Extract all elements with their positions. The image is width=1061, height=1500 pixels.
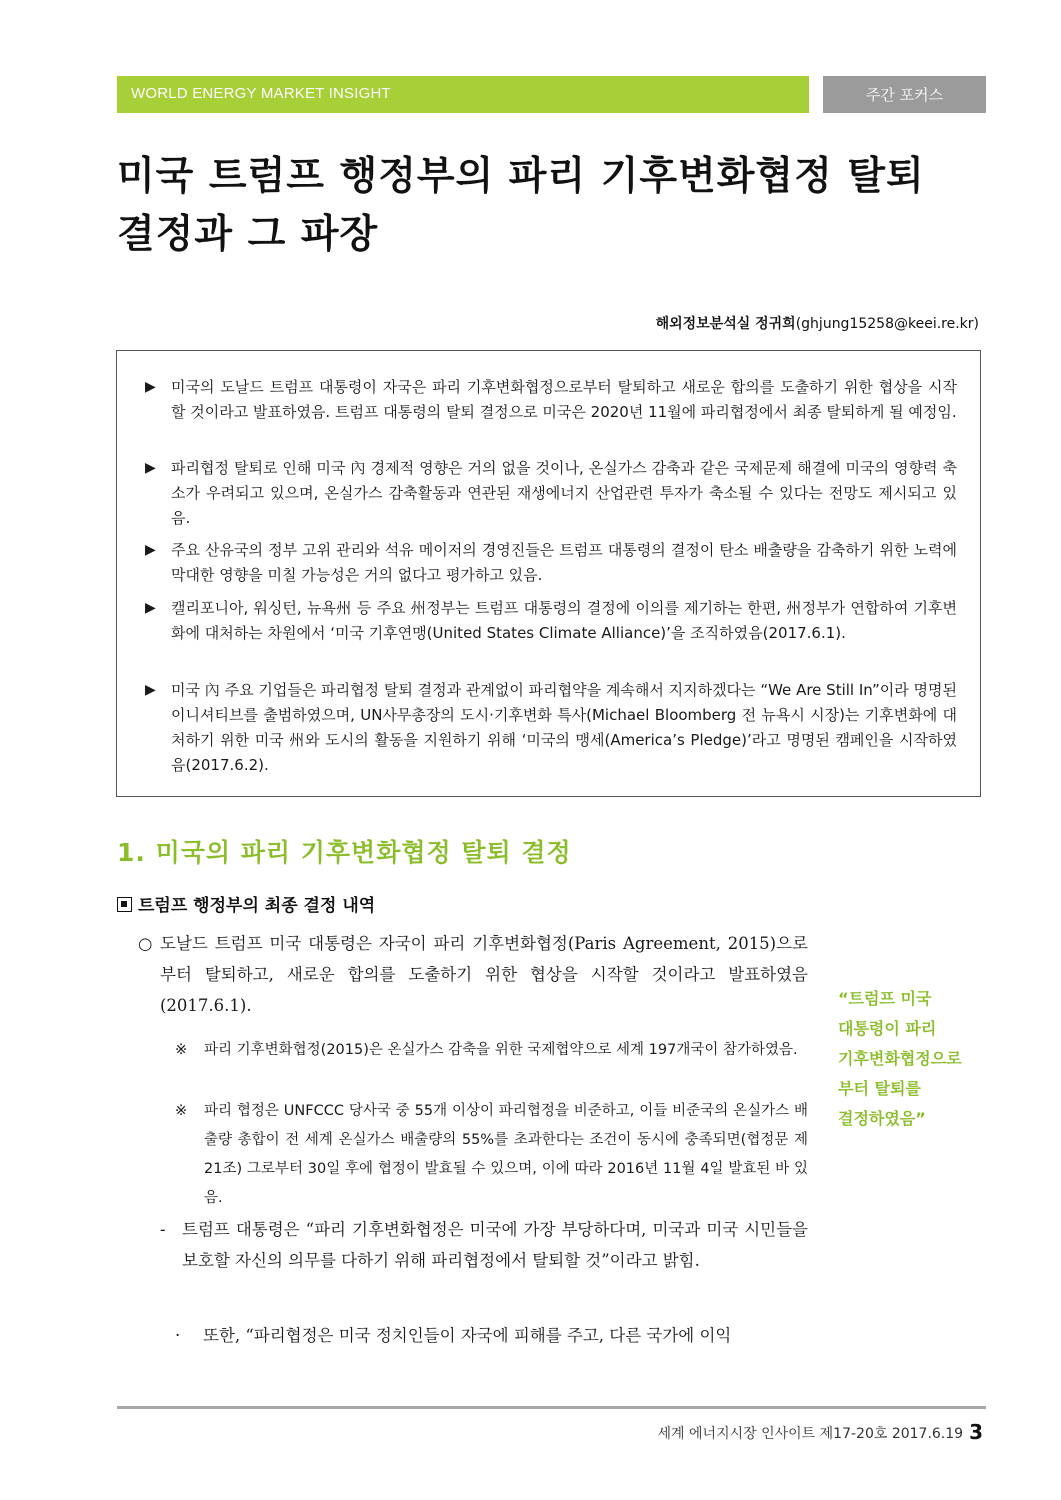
summary-item-text: 미국의 도날드 트럼프 대통령이 자국은 파리 기후변화협정으로부터 탈퇴하고 새로운 합의를 도출하기 위한 협상을 시작할 것이라고 발표하였음. 트럼프 대통령의 탈퇴 결정으로 미국은 2020년 11월에 파리협정에서 최종 탈퇴하게 될 예정임.: [171, 378, 957, 421]
reference-mark-icon: ※: [175, 1042, 188, 1058]
pull-quote-line: 부터 탈퇴를: [838, 1079, 921, 1098]
pull-quote-line: “트럼프 미국: [838, 989, 932, 1008]
page-title-line2: 결정과 그 파장: [117, 212, 379, 257]
summary-item: [145, 678, 957, 778]
summary-item: [145, 596, 957, 646]
note-paragraph-text: 파리 기후변화협정(2015)은 온실가스 감축을 위한 국제협약으로 세계 197개국이 참가하였음.: [204, 1042, 798, 1058]
triangle-bullet-icon: ▶: [145, 542, 156, 558]
pull-quote-line: 결정하였음”: [838, 1109, 926, 1128]
page-title-line1: 미국 트럼프 행정부의 파리 기후변화협정 탈퇴: [117, 154, 925, 199]
note-paragraph: [175, 1097, 808, 1213]
summary-item-text: 미국 內 주요 기업들은 파리협정 탈퇴 결정과 관계없이 파리협약을 계속해서 지지하겠다는 “We Are Still In”이라 명명된 이니셔티브를 출범하였으며, UN사무총장의 도시·기후변화 특사(Michael Bloomberg 전 뉴욕시 시장)는 기후변화에 대처하기 위한 미국 州와 도시의 활동을 지원하기 위해 ‘미국의 맹세(America’s Pledge)’라고 명명된 캠페인을 시작하였음(2017.6.2).: [171, 681, 957, 774]
note-paragraph-text: 파리 협정은 UNFCCC 당사국 중 55개 이상이 파리협정을 비준하고, 이들 비준국의 온실가스 배출량 총합이 전 세계 온실가스 배출량의 55%를 초과한다는 조건이 동시에 충족되면(협정문 제21조) 그로부터 30일 후에 협정이 발효될 수 있으며, 이에 따라 2016년 11월 4일 발효된 바 있음.: [204, 1103, 808, 1206]
dot-bullet-icon: ·: [175, 1326, 181, 1345]
summary-item-text: 캘리포니아, 워싱턴, 뉴욕州 등 주요 州정부는 트럼프 대통령의 결정에 이의를 제기하는 한편, 州정부가 연합하여 기후변화에 대처하는 차원에서 ‘미국 기후연맹(United States Climate Alliance)’을 조직하였음(2017.6.1).: [171, 599, 957, 642]
summary-item: [145, 456, 957, 531]
page-title: [117, 148, 997, 264]
header-category-tag: [823, 76, 986, 113]
header-series-bar: [117, 76, 809, 113]
body-paragraph: [175, 1320, 808, 1351]
circle-bullet-icon: ○: [138, 934, 153, 953]
sub-heading: [117, 891, 375, 916]
header-series-label: WORLD ENERGY MARKET INSIGHT: [131, 85, 391, 102]
footer: [658, 1420, 983, 1444]
header-category-label: 주간 포커스: [865, 86, 944, 104]
sub-heading-text: 트럼프 행정부의 최종 결정 내역: [138, 896, 376, 916]
body-paragraph: [138, 928, 808, 1021]
pull-quote-line: 기후변화협정으로: [838, 1049, 962, 1068]
side-pull-quote: [838, 984, 978, 1134]
section-title: 1. 미국의 파리 기후변화협정 탈퇴 결정: [117, 838, 572, 867]
body-paragraph: [160, 1214, 808, 1276]
summary-item-text: 파리협정 탈퇴로 인해 미국 內 경제적 영향은 거의 없을 것이나, 온실가스 감축과 같은 국제문제 해결에 미국의 영향력 축소가 우려되고 있으며, 온실가스 감축활동과 연관된 재생에너지 산업관련 투자가 축소될 수 있다는 전망도 제시되고 있음.: [171, 459, 957, 527]
reference-mark-icon: ※: [175, 1103, 188, 1119]
triangle-bullet-icon: ▶: [145, 600, 156, 616]
author-email: (ghjung15258@keei.re.kr): [795, 316, 979, 332]
pull-quote-line: 대통령이 파리: [838, 1019, 937, 1038]
triangle-bullet-icon: ▶: [145, 682, 156, 698]
footer-text: 세계 에너지시장 인사이트 제17-20호 2017.6.19: [657, 1426, 964, 1442]
footer-divider: [117, 1406, 986, 1409]
body-paragraph-text: 또한, “파리협정은 미국 정치인들이 자국에 피해를 주고, 다른 국가에 이익: [203, 1326, 732, 1345]
summary-item: [145, 375, 957, 425]
author-line: [656, 313, 979, 333]
square-bullet-icon: [117, 897, 132, 912]
summary-item-text: 주요 산유국의 정부 고위 관리와 석유 메이저의 경영진들은 트럼프 대통령의 결정이 탄소 배출량을 감축하기 위한 노력에 막대한 영향을 미칠 가능성은 거의 없다고 평가하고 있음.: [171, 541, 957, 584]
page-number: 3: [969, 1420, 983, 1444]
triangle-bullet-icon: ▶: [145, 379, 156, 395]
summary-box: [116, 350, 981, 797]
body-paragraph-text: 도날드 트럼프 미국 대통령은 자국이 파리 기후변화협정(Paris Agreement, 2015)으로부터 탈퇴하고, 새로운 합의를 도출하기 위한 협상을 시작할 것이라고 발표하였음(2017.6.1).: [160, 934, 808, 1015]
body-paragraph-text: 트럼프 대통령은 “파리 기후변화협정은 미국에 가장 부당하다며, 미국과 미국 시민들을 보호할 자신의 의무를 다하기 위해 파리협정에서 탈퇴할 것”이라고 밝힘.: [182, 1220, 808, 1270]
triangle-bullet-icon: ▶: [145, 460, 156, 476]
dash-bullet-icon: -: [160, 1220, 166, 1239]
summary-item: [145, 538, 957, 588]
note-paragraph: [175, 1036, 808, 1065]
author-dept: 해외정보분석실 정귀희: [655, 316, 796, 332]
